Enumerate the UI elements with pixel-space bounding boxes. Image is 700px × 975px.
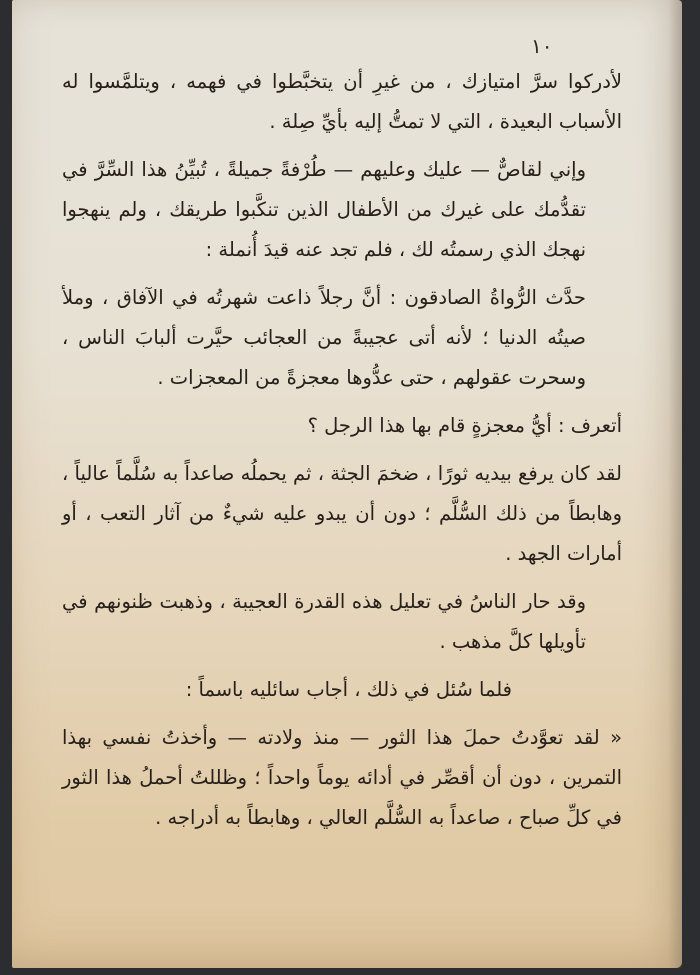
paragraph-5: لقد كان يرفع بيديه ثورًا ، ضخمَ الجثة ، ثم يحملُه صاعداً به سُلَّماً عالياً ، وهابطاً من ذلك السُّلَّم ؛ دون أن يبدو عليه شيءٌ من آثار التعب ، أو أمارات الجهد . (62, 462, 622, 565)
paragraph-6: وقد حار الناسُ في تعليل هذه القدرة العجيبة ، وذهبت ظنونهم في تأويلها كلَّ مذهب . (62, 590, 586, 653)
paragraph-1: لأدركوا سرَّ امتيازك ، من غيرِ أن يتخبَّطوا في فهمه ، ويتلمَّسوا له الأسباب البعيدة ، التي لا تمتُّ إليه بأيِّ صِلة . (62, 70, 622, 133)
page-edge-shadow (668, 0, 682, 968)
paragraph-3: حدَّث الرُّواةُ الصادقون : أنَّ رجلاً ذاعت شهرتُه في الآفاق ، وملأ صيتُه الدنيا ؛ لأنه أتى عجيبةً من العجائب حيَّرت ألبابَ الناس ، وسحرت عقولهم ، حتى عدُّوها معجزةً من المعجزات . (62, 286, 586, 389)
page-body-text (62, 62, 622, 838)
paragraph-7: فلما سُئل في ذلك ، أجاب سائليه باسماً : (185, 678, 512, 701)
paragraph-4: أتعرف : أيُّ معجزةٍ قام بها هذا الرجل ؟ (307, 414, 622, 437)
paragraph-2: وإني لقاصٌّ — عليك وعليهم — طُرْفةً جميلةً ، تُبيِّنُ هذا السِّرَّ في تقدُّمك على غيرك من الأطفال الذين تنكَّبوا طريقك ، ولم ينهجوا نهجك الذي رسمتُه لك ، فلم تجد عنه قيدَ أُنملة : (62, 158, 586, 261)
paragraph-8: « لقد تعوَّدتُ حملَ هذا الثور — منذ ولادته — وأخذتُ نفسي بهذا التمرين ، دون أن أقصِّر في أدائه يوماً واحداً ؛ وظللتُ أحملُ هذا الثور في كلِّ صباح ، صاعداً به السُّلَّم العالي ، وهابطاً به أدراجه . (62, 726, 622, 829)
page-number: ١٠ (531, 34, 553, 58)
